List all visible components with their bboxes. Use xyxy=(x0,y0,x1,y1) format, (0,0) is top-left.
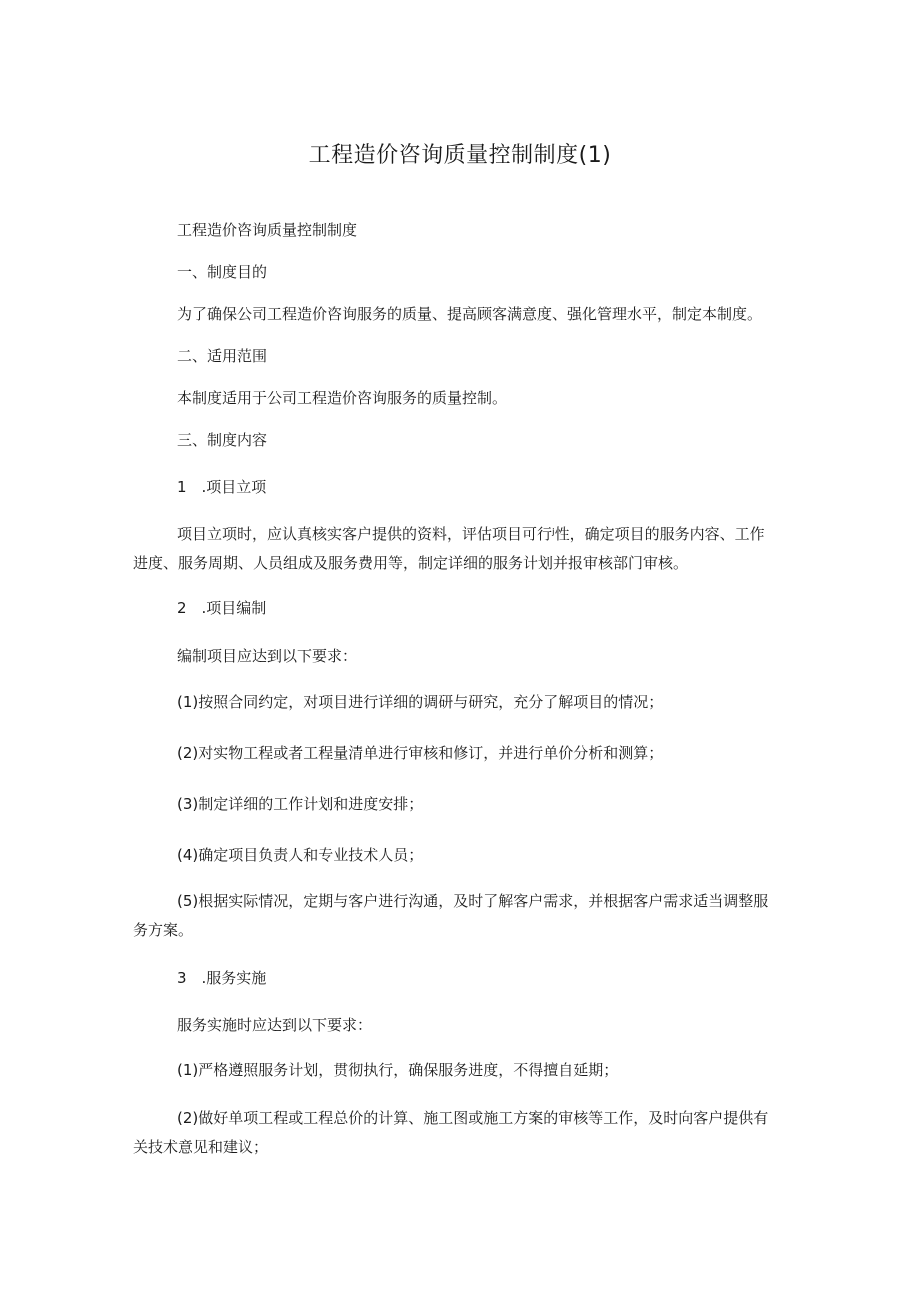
item-2-point-1: (1)按照合同约定，对项目进行详细的调研与研究，充分了解项目的情况； xyxy=(177,693,664,711)
item-2-point-4: (4)确定项目负责人和专业技术人员； xyxy=(177,846,424,864)
item-1-text-line-2: 进度、服务周期、人员组成及服务费用等，制定详细的服务计划并报审核部门审核。 xyxy=(133,554,689,572)
section-1-heading: 一、制度目的 xyxy=(177,263,268,281)
item-3-point-2-line-1: (2)做好单项工程或工程总价的计算、施工图或施工方案的审核等工作，及时向客户提供有 xyxy=(177,1109,769,1127)
document-subtitle: 工程造价咨询质量控制制度 xyxy=(177,221,358,239)
item-2-point-3: (3)制定详细的工作计划和进度安排； xyxy=(177,795,424,813)
item-3-point-2-line-2: 关技术意见和建议； xyxy=(133,1138,269,1156)
document-title: 工程造价咨询质量控制制度(1) xyxy=(308,143,612,168)
section-2-text: 本制度适用于公司工程造价咨询服务的质量控制。 xyxy=(177,389,508,407)
section-1-text: 为了确保公司工程造价咨询服务的质量、提高顾客满意度、强化管理水平，制定本制度。 xyxy=(177,305,763,323)
item-3-heading: 3 .服务实施 xyxy=(177,969,267,987)
item-2-point-5-line-2: 务方案。 xyxy=(133,921,194,939)
section-2-heading: 二、适用范围 xyxy=(177,347,268,365)
item-2-intro: 编制项目应达到以下要求： xyxy=(177,647,358,665)
item-1-text-line-1: 项目立项时，应认真核实客户提供的资料，评估项目可行ʲ性，确定项目的服务内容、工作 xyxy=(177,525,765,543)
item-1-heading: 1 .项目立项 xyxy=(177,478,267,496)
item-3-intro: 服务实施时应达到以下要求： xyxy=(177,1016,373,1034)
item-2-point-2: (2)对实物工程或者工程量清单进行审核和修订，并进行单价分析和测算； xyxy=(177,744,664,762)
item-2-point-5-line-1: (5)根据实际情况，定期与客户进行沟通，及时了解客户需求，并根据客户需求适当调整服 xyxy=(177,892,769,910)
item-2-heading: 2 .项目编制 xyxy=(177,599,267,617)
section-3-heading: 三、制度内容 xyxy=(177,431,268,449)
item-3-point-1: (1)严格遵照服务计划，贯彻执行，确保服务进度，不得擅自延期； xyxy=(177,1061,619,1079)
